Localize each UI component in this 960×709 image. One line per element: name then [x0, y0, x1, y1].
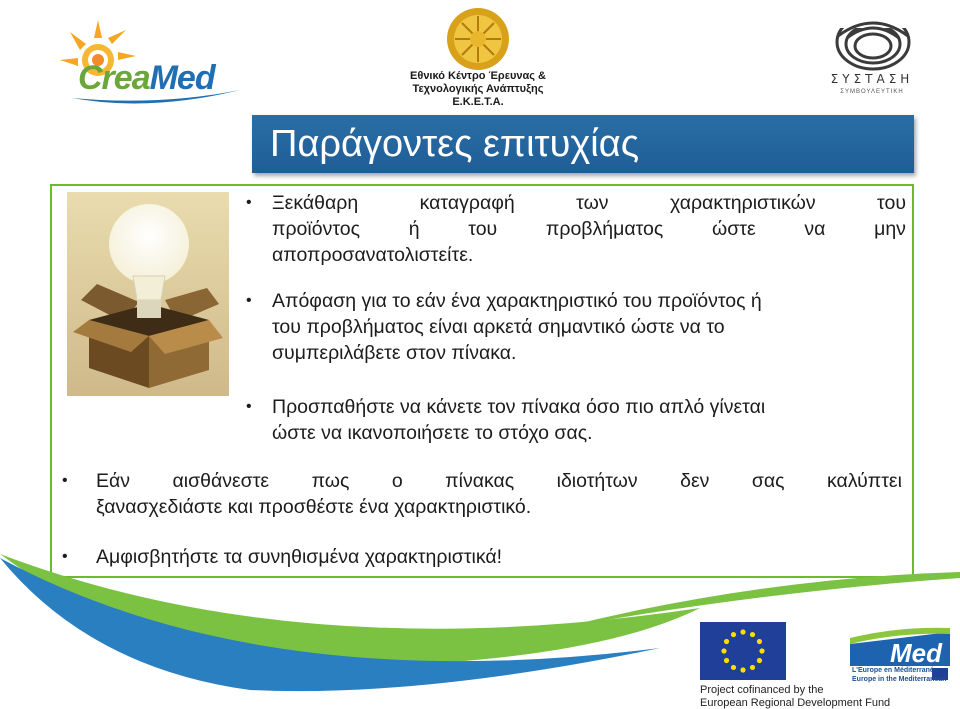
bullet-1-line-2 — [272, 216, 906, 242]
word: πίνακας — [445, 470, 515, 492]
word: ώστε — [712, 218, 756, 240]
eu-star — [740, 629, 745, 634]
med-subtitle-fr: L'Europe en Méditerranée — [852, 667, 938, 674]
creamed-wordmark — [78, 58, 215, 98]
funding-line-2: European Regional Development Fund — [700, 697, 891, 709]
ekt-line-3: Ε.Κ.Ε.Τ.Α. — [452, 96, 504, 108]
word: ο — [391, 470, 403, 492]
word: Εάν — [96, 470, 131, 492]
bullet-4-line-1 — [96, 468, 902, 494]
lightbulb-box-illustration — [67, 192, 229, 396]
med-subtitle-en: Europe in the Mediterranean — [852, 676, 947, 683]
funding-line-1: Project cofinanced by the — [700, 684, 824, 696]
word: δεν — [680, 470, 710, 492]
ekt-logo-text — [388, 70, 568, 109]
word: προϊόντος — [272, 218, 360, 240]
eu-star — [731, 632, 736, 637]
bullet-dot: • — [246, 398, 252, 415]
bullet-5-line-1: Αμφισβητήστε τα συνηθισμένα χαρακτηριστικά! — [96, 546, 503, 568]
word: του — [877, 192, 906, 214]
eu-star — [721, 648, 726, 653]
page-title: Παράγοντες επιτυχίας — [270, 123, 640, 165]
bullet-dot: • — [62, 472, 68, 489]
bullet-2-line-3: συμπεριλάβετε στον πίνακα. — [272, 342, 517, 364]
bullet-item-2 — [246, 288, 906, 366]
ekt-line-1: Εθνικό Κέντρο Έρευνας & — [410, 70, 546, 82]
word: καταγραφή — [419, 192, 515, 214]
bullet-2-line-1: Απόφαση για το εάν ένα χαρακτηριστικό του προϊόντος ή — [272, 290, 762, 312]
word: αισθάνεστε — [172, 470, 270, 492]
bullet-1-line-1 — [272, 190, 906, 216]
word: πως — [311, 470, 350, 492]
word: σας — [751, 470, 785, 492]
ekt-line-2: Τεχνολογικής Ανάπτυξης — [412, 83, 544, 95]
bullet-3-line-1: Προσπαθήστε να κάνετε τον πίνακα όσο πιο απλό γίνεται — [272, 396, 766, 418]
eu-star — [750, 665, 755, 670]
bullet-2-line-2: του προβλήματος είναι αρκετά σημαντικό ώστε να το — [272, 316, 725, 338]
eu-star — [731, 665, 736, 670]
eu-star — [724, 639, 729, 644]
bullet-3-line-2: ώστε να ικανοποιήσετε το στόχο σας. — [272, 422, 593, 444]
word: καλύπτει — [827, 470, 902, 492]
systasi-subtitle: ΣΥΜΒΟΥΛΕΥΤΙΚΗ — [840, 89, 904, 95]
bullet-dot: • — [62, 548, 68, 565]
word: Ξεκάθαρη — [272, 192, 359, 214]
creamed-crea: Crea — [78, 59, 150, 97]
bullet-1-line-3: αποπροσανατολιστείτε. — [272, 244, 474, 266]
ekt-emblem-icon — [445, 6, 511, 72]
bullet-item-3 — [246, 394, 906, 446]
word: ιδιοτήτων — [556, 470, 638, 492]
creamed-med: Med — [149, 59, 215, 97]
systasi-spiral-logo — [832, 12, 914, 72]
word: των — [576, 192, 609, 214]
bullet-item-4 — [62, 468, 902, 520]
med-word: Med — [890, 638, 942, 668]
bullet-dot: • — [246, 194, 252, 211]
eu-star — [724, 658, 729, 663]
eu-star — [759, 648, 764, 653]
systasi-name: ΣΥΣΤΑΣΗ — [830, 72, 914, 86]
bullet-dot: • — [246, 292, 252, 309]
bullet-item-1 — [246, 190, 906, 268]
eu-flag-icon — [700, 622, 786, 680]
word: του — [468, 218, 498, 240]
word: ή — [408, 218, 420, 240]
word: χαρακτηριστικών — [669, 192, 816, 214]
word: να — [804, 218, 826, 240]
word: μην — [874, 218, 906, 240]
eu-star — [757, 639, 762, 644]
eu-star — [757, 658, 762, 663]
word: προβλήματος — [545, 218, 664, 240]
eu-star — [740, 667, 745, 672]
bullet-4-line-2: ξανασχεδιάστε και προσθέστε ένα χαρακτηριστικό. — [96, 496, 532, 518]
eu-star — [750, 632, 755, 637]
